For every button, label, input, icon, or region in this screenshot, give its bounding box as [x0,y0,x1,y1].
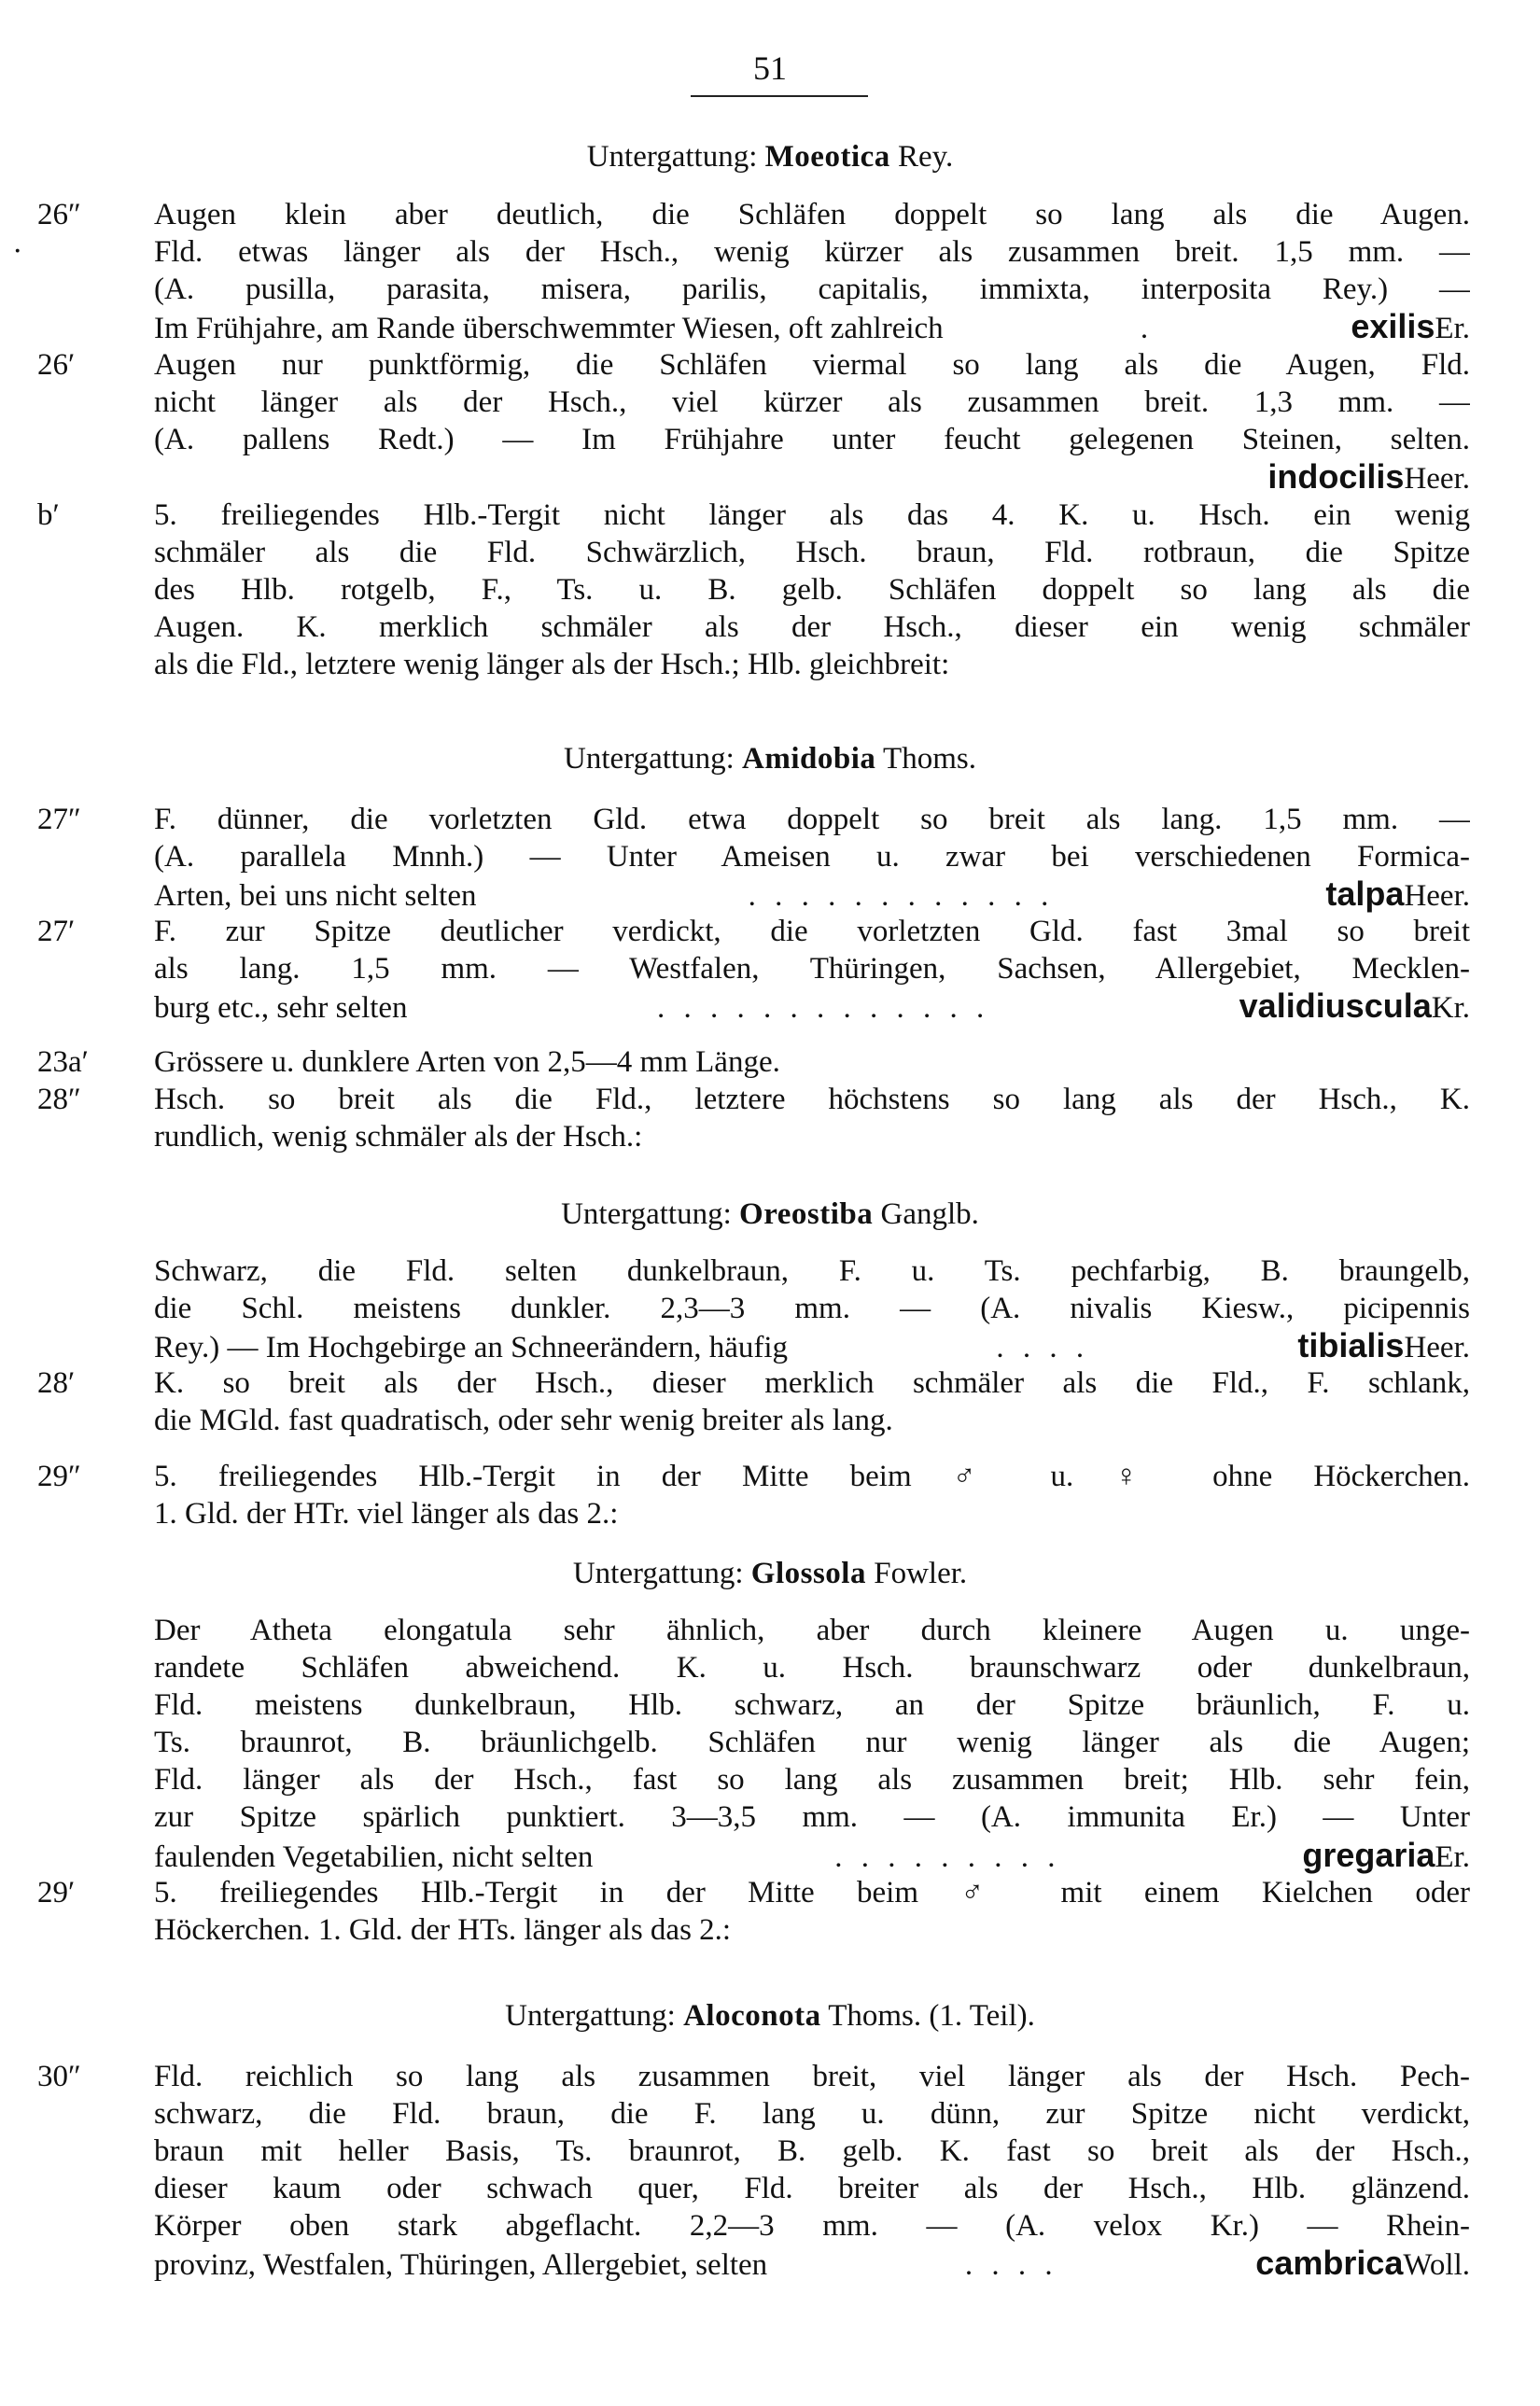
text-line: schwarz, die Fld. braun, die F. lang u. dünn, zur Spitze nicht verdickt, [154,2097,1470,2131]
couplet-number: 23a′ [37,1045,89,1079]
leader-area [767,2246,1255,2282]
species-author: Woll. [1403,2248,1470,2282]
species-name: exilis [1351,308,1435,345]
species-author: Heer. [1404,879,1470,913]
species-author: Er. [1435,1840,1470,1874]
text-line: des Hlb. rotgelb, F., Ts. u. B. gelb. Schläfen doppelt so lang als die [154,573,1470,607]
text-line: nicht länger als der Hsch., viel kürzer als zusammen breit. 1,3 mm. — [154,385,1470,419]
species-author: Er. [1435,312,1470,345]
leader-area [944,310,1351,345]
subgenus-author: Thoms. [883,742,976,776]
species-name: talpa [1325,875,1405,913]
text-line [154,1837,1470,1874]
line-text: Im Frühjahre, am Rande überschwemmter Wiesen, oft zahlreich [154,312,944,345]
text-line: Fld. länger als der Hsch., fast so lang als zusammen breit; Hlb. sehr fein, [154,1763,1470,1797]
text-line: Ts. braunrot, B. bräunlichgelb. Schläfen nur wenig länger als die Augen; [154,1726,1470,1759]
text-line: schmäler als die Fld. Schwärzlich, Hsch. braun, Fld. rotbraun, die Spitze [154,536,1470,569]
text-line: randete Schläfen abweichend. K. u. Hsch. braunschwarz oder dunkelbraun, [154,1651,1470,1685]
dot-leader: . . . . [964,2248,1058,2282]
heading-prefix: Untergattung: [564,742,735,776]
dot-leader: . . . . . . . . . [834,1840,1061,1874]
text-line: Hsch. so breit als die Fld., letztere höchstens so lang als der Hsch., K. [154,1083,1470,1116]
line-text: Rey.) — Im Hochgebirge an Schneerändern, häufig [154,1331,789,1364]
couplet-number: 29′ [37,1876,76,1909]
line-text: provinz, Westfalen, Thüringen, Allergebiet, selten [154,2248,768,2282]
text-line: die Schl. meistens dunkler. 2,3—3 mm. — (A. nivalis Kiesw., picipennis [154,1292,1470,1325]
text-line: 5. freiliegendes Hlb.-Tergit in der Mitte beim ♂ u. ♀ ohne Höckerchen. [154,1460,1470,1493]
leader-area [788,1329,1297,1364]
species-name: validiuscula [1239,987,1432,1025]
species-name: gregaria [1302,1837,1435,1874]
leader-area [477,877,1326,913]
text-line [154,2245,1470,2282]
text-line: rundlich, wenig schmäler als der Hsch.: [154,1120,643,1154]
dot-leader: . . . . [996,1331,1090,1364]
text-line: als die Fld., letztere wenig länger als der Hsch.; Hlb. gleichbreit: [154,648,950,681]
heading-prefix: Untergattung: [572,1557,744,1590]
subgenus-author: Thoms. (1. Teil). [828,1999,1035,2033]
subgenus-heading [0,742,1540,776]
subgenus-name: Moeotica [764,140,890,174]
line-text: Arten, bei uns nicht selten [154,879,477,913]
line-text: faulenden Vegetabilien, nicht selten [154,1840,594,1874]
couplet-number: 27″ [37,803,81,836]
line-text: burg etc., sehr selten [154,991,408,1025]
text-line: Grössere u. dunklere Arten von 2,5—4 mm Länge. [154,1045,780,1079]
couplet-number: 28′ [37,1366,76,1400]
couplet-number: 27′ [37,915,76,948]
couplet-number: 28″ [37,1083,81,1116]
text-line: 1. Gld. der HTr. viel länger als das 2.: [154,1497,619,1531]
leader-area [408,989,1239,1025]
dot-leader: . [1140,312,1155,345]
page-number: 51 [753,49,787,87]
subgenus-author: Rey. [898,140,954,174]
text-line: Höckerchen. 1. Gld. der HTs. länger als das 2.: [154,1913,732,1947]
margin-mark: · [13,235,22,268]
text-line: braun mit heller Basis, Ts. braunrot, B. gelb. K. fast so breit als der Hsch., [154,2134,1470,2168]
heading-prefix: Untergattung: [561,1197,732,1231]
header-rule [691,95,868,97]
text-line: Augen nur punktförmig, die Schläfen viermal so lang als die Augen, Fld. [154,348,1470,382]
text-line: Fld. etwas länger als der Hsch., wenig kürzer als zusammen breit. 1,5 mm. — [154,235,1470,269]
text-line: Augen klein aber deutlich, die Schläfen doppelt so lang als die Augen. [154,198,1470,231]
subgenus-heading [0,140,1540,175]
text-line: als lang. 1,5 mm. — Westfalen, Thüringen, Sachsen, Allergebiet, Mecklen- [154,952,1470,986]
text-line: 5. freiliegendes Hlb.-Tergit nicht länger als das 4. K. u. Hsch. ein wenig [154,498,1470,532]
subgenus-heading [0,1557,1540,1591]
text-line: (A. pusilla, parasita, misera, parilis, capitalis, immixta, interposita Rey.) — [154,273,1470,306]
subgenus-author: Fowler. [874,1557,968,1590]
text-line [154,987,1470,1025]
species-name: indocilis [1267,458,1405,496]
species-author: Heer. [1404,462,1470,496]
species-author: Heer. [1404,1331,1470,1364]
text-line: Fld. reichlich so lang als zusammen breit, viel länger als der Hsch. Pech- [154,2060,1470,2093]
text-line: (A. parallela Mnnh.) — Unter Ameisen u. zwar bei verschiedenen Formica- [154,840,1470,874]
species-name: tibialis [1297,1327,1405,1364]
leader-area [593,1839,1302,1874]
couplet-number: 26′ [37,348,76,382]
couplet-number: 30″ [37,2060,81,2093]
subgenus-name: Amidobia [742,742,876,776]
subgenus-heading [0,1999,1540,2034]
couplet-number: 26″ [37,198,81,231]
text-line: Schwarz, die Fld. selten dunkelbraun, F. u. Ts. pechfarbig, B. braungelb, [154,1254,1470,1288]
text-line: (A. pallens Redt.) — Im Frühjahre unter feucht gelegenen Steinen, selten. [154,423,1470,456]
dot-leader: . . . . . . . . . . . . . [656,991,990,1025]
text-line: Augen. K. merklich schmäler als der Hsch., dieser ein wenig schmäler [154,610,1470,644]
text-line [154,875,1470,913]
text-line: Fld. meistens dunkelbraun, Hlb. schwarz, an der Spitze bräunlich, F. u. [154,1688,1470,1722]
text-line: Körper oben stark abgeflacht. 2,2—3 mm. — (A. velox Kr.) — Rhein- [154,2209,1470,2243]
subgenus-name: Glossola [750,1557,866,1590]
text-line: K. so breit als der Hsch., dieser merklich schmäler als die Fld., F. schlank, [154,1366,1470,1400]
couplet-number: 29″ [37,1460,81,1493]
text-line: 5. freiliegendes Hlb.-Tergit in der Mitte beim ♂ mit einem Kielchen oder [154,1876,1470,1909]
text-line [154,458,1470,496]
subgenus-author: Ganglb. [880,1197,979,1231]
subgenus-name: Oreostiba [739,1197,874,1231]
species-author: Kr. [1431,991,1470,1025]
heading-prefix: Untergattung: [586,140,758,174]
text-line: die MGld. fast quadratisch, oder sehr wenig breiter als lang. [154,1404,893,1437]
text-line [154,1327,1470,1364]
text-line: Der Atheta elongatula sehr ähnlich, aber durch kleinere Augen u. unge- [154,1614,1470,1647]
text-line [154,308,1470,345]
heading-prefix: Untergattung: [505,1999,676,2033]
text-line: dieser kaum oder schwach quer, Fld. breiter als der Hsch., Hlb. glänzend. [154,2172,1470,2205]
couplet-number: b′ [37,498,60,532]
text-line: zur Spitze spärlich punktiert. 3—3,5 mm. — (A. immunita Er.) — Unter [154,1800,1470,1834]
text-line: F. zur Spitze deutlicher verdickt, die vorletzten Gld. fast 3mal so breit [154,915,1470,948]
dot-leader: . . . . . . . . . . . . [748,879,1055,913]
subgenus-name: Aloconota [683,1999,821,2033]
species-name: cambrica [1255,2245,1404,2282]
text-line: F. dünner, die vorletzten Gld. etwa doppelt so breit als lang. 1,5 mm. — [154,803,1470,836]
subgenus-heading [0,1197,1540,1232]
